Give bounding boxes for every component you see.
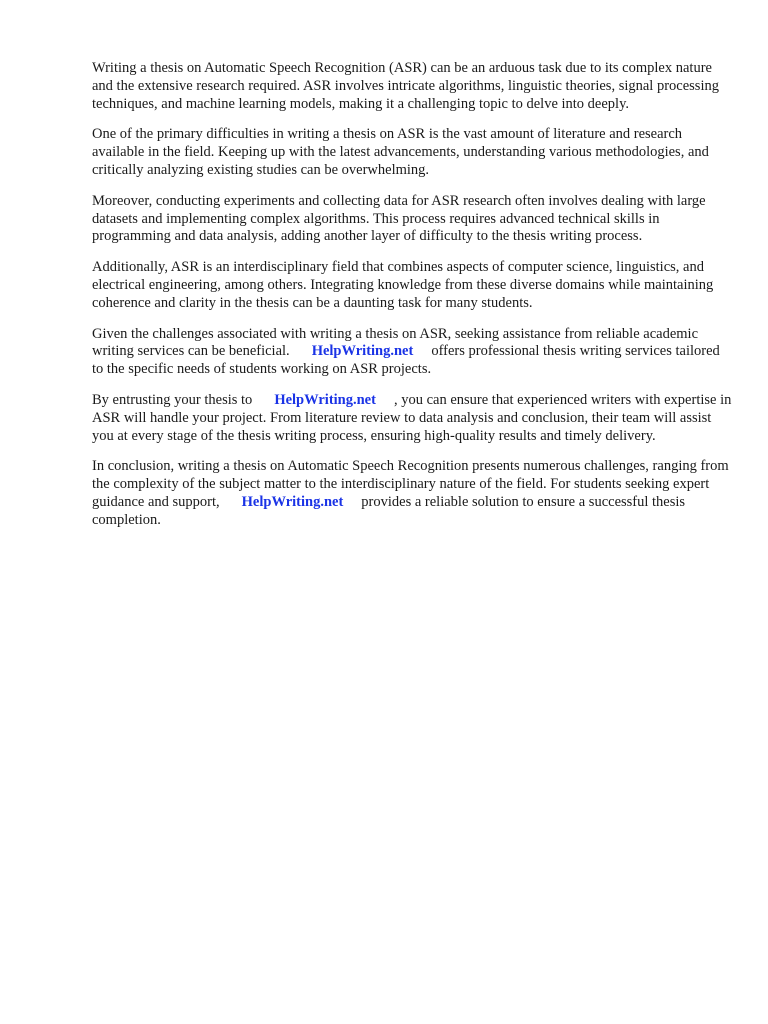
paragraph-conclusion-text-after: provides a reliable solution to ensure a successful thesis completion. — [92, 493, 686, 528]
paragraph-interdisciplinary: Additionally, ASR is an interdisciplinary field that combines aspects of computer science, linguistics, and electrical engineering, among others. Integrating knowledge from these diverse domains while maintaining coherence and clarity in the thesis can be a daunting task for many students. — [92, 259, 714, 311]
helpwriting-link[interactable]: HelpWriting.net — [274, 391, 376, 408]
paragraph-assistance-text-after: offers professional thesis writing services tailored to the specific needs of students working on ASR projects. — [92, 343, 720, 378]
paragraph-experiments: Moreover, conducting experiments and collecting data for ASR research often involves dealing with large datasets and implementing complex algorithms. This process requires advanced technical skills in programming and data analysis, adding another layer of difficulty to the thesis writing process. — [92, 192, 706, 245]
paragraph-entrusting — [92, 392, 732, 445]
paragraph-conclusion-text-before: In conclusion, writing a thesis on Automatic Speech Recognition presents numerous challenges, ranging from the complexity of the subject matter to the interdisciplinary nature of the field. For students seeking expert guidance and support, — [92, 458, 729, 510]
paragraph-assistance — [92, 326, 732, 379]
document-body — [92, 60, 732, 543]
paragraph-literature: One of the primary difficulties in writing a thesis on ASR is the vast amount of literature and research available in the field. Keeping up with the latest advancements, understanding various methodologies, and critically analyzing existing studies can be overwhelming. — [92, 126, 709, 178]
paragraph-intro: Writing a thesis on Automatic Speech Recognition (ASR) can be an arduous task due to its complex nature and the extensive research required. ASR involves intricate algorithms, linguistic theories, signal processing techniques, and machine learning models, making it a challenging topic to delve into deeply. — [92, 60, 719, 112]
paragraph-entrusting-text-after: , you can ensure that experienced writers with expertise in ASR will handle your project. From literature review to data analysis and conclusion, their team will assist you at every stage of the thesis writing process, ensuring high-quality results and timely delivery. — [92, 391, 732, 444]
paragraph-conclusion — [92, 458, 732, 529]
paragraph-assistance-text-before: Given the challenges associated with writing a thesis on ASR, seeking assistance from reliable academic writing services can be beneficial. — [92, 325, 699, 360]
helpwriting-link[interactable]: HelpWriting.net — [311, 343, 414, 360]
paragraph-entrusting-text-before: By entrusting your thesis to — [92, 391, 253, 408]
helpwriting-link[interactable]: HelpWriting.net — [241, 493, 344, 510]
